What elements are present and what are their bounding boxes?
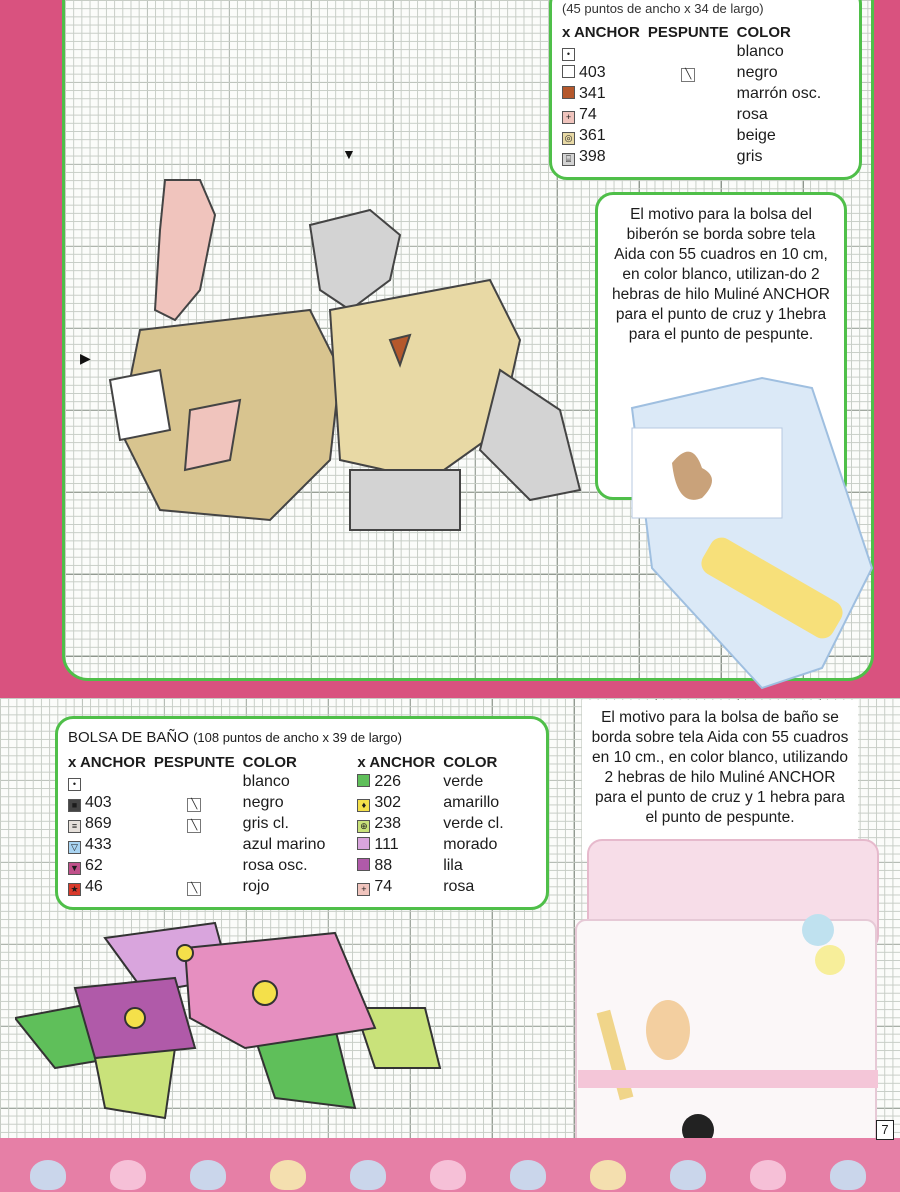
bottom-legend-right: x ANCHOR COLOR 226 verde ♦ 302 amarillo ⊕ 238 verde cl. 111 morado 88 lila + 74 rosa xyxy=(357,754,511,897)
color-name: amarillo xyxy=(443,793,500,811)
col-pespunte: PESPUNTE xyxy=(647,24,729,41)
legend-row xyxy=(562,41,829,62)
color-swatch: ⌸ xyxy=(562,153,575,166)
decorative-flower-icon xyxy=(830,1160,866,1190)
color-name: lila xyxy=(443,856,463,874)
legend-row xyxy=(357,771,511,792)
anchor-number: 88 xyxy=(374,856,393,874)
legend-row xyxy=(562,83,829,104)
legend-row xyxy=(357,876,511,897)
color-swatch: ▽ xyxy=(68,841,81,854)
backstitch-icon: ╲ xyxy=(187,882,201,896)
anchor-number: 869 xyxy=(85,814,112,832)
color-name: beige xyxy=(736,126,776,144)
color-name: verde cl. xyxy=(443,814,504,832)
backstitch-icon: ╲ xyxy=(187,798,201,812)
color-swatch: • xyxy=(562,48,575,61)
col-x: x ANCHOR xyxy=(562,24,640,41)
leaf-bottom-left xyxy=(95,1048,175,1118)
backstitch-icon: ╲ xyxy=(187,819,201,833)
decorative-flower-icon xyxy=(350,1160,386,1190)
anchor-number: 238 xyxy=(374,814,402,832)
color-name: gris cl. xyxy=(242,814,289,832)
anchor-number: 302 xyxy=(374,793,402,811)
bath-bag-photo xyxy=(568,830,894,1170)
anchor-number: 46 xyxy=(85,877,103,895)
color-swatch: ♦ xyxy=(357,799,370,812)
color-swatch: ★ xyxy=(68,883,81,896)
color-swatch: + xyxy=(562,111,575,124)
legend-row xyxy=(357,813,511,834)
anchor-number: 398 xyxy=(579,147,606,165)
bunny-ear-left xyxy=(155,180,215,320)
color-swatch: ≡ xyxy=(68,820,81,833)
decorative-flower-icon xyxy=(510,1160,546,1190)
decorative-flower-icon xyxy=(430,1160,466,1190)
decorative-flower-icon xyxy=(190,1160,226,1190)
flower-center-lilac xyxy=(177,945,193,961)
anchor-number: 403 xyxy=(85,793,112,811)
legend-row xyxy=(357,855,511,876)
color-swatch xyxy=(357,837,370,850)
anchor-number: 74 xyxy=(374,877,393,895)
legend-row xyxy=(562,104,829,125)
bottom-note-text: El motivo para la bolsa de baño se borda sobre tela Aida con 55 cuadros en 10 cm., en color blanco, utilizando 2 hebras de hilo Muliné ANCHOR para el punto de cruz y 1 hebra para el punto de pespunte. xyxy=(591,709,849,826)
color-swatch: ◎ xyxy=(562,132,575,145)
arrow-down-icon: ▼ xyxy=(342,146,356,162)
decorative-flower-icon xyxy=(30,1160,66,1190)
anchor-number: 111 xyxy=(374,835,399,853)
flower-center-pink xyxy=(253,981,277,1005)
color-swatch: ▼ xyxy=(68,862,81,875)
color-name: blanco xyxy=(242,772,290,790)
legend-row xyxy=(562,125,829,146)
bottom-legend-left: x ANCHOR PESPUNTE COLOR • blanco ■ 403 ╲ negro ≡ 869 ╲ gris cl. ▽ 433 azul marino ▼ 62 rosa osc. ★ 46 ╲ rojo xyxy=(68,754,333,897)
color-name: negro xyxy=(242,793,284,811)
legend-row xyxy=(357,834,511,855)
arrow-right-icon: ▶ xyxy=(80,350,91,366)
bunny-foot xyxy=(350,470,460,530)
cotton-pad-icon xyxy=(802,914,834,946)
color-name: rosa xyxy=(443,877,475,895)
anchor-number: 62 xyxy=(85,856,103,874)
top-note-text: El motivo para la bolsa del biberón se borda sobre tela Aida con 55 cuadros en 10 cm, en color blanco, utilizan-do 2 hebras de hilo Muliné ANCHOR para el punto de cruz y 1hebra para el punto de pespunte. xyxy=(612,206,830,343)
anchor-number: 361 xyxy=(579,126,606,144)
legend-row xyxy=(68,771,333,792)
top-legend-table xyxy=(562,24,829,167)
flower-center-purple xyxy=(125,1008,145,1028)
bunny-paw xyxy=(480,370,580,500)
anchor-number: 341 xyxy=(579,84,606,102)
color-swatch xyxy=(562,65,575,78)
decorative-flower-icon xyxy=(590,1160,626,1190)
legend-row xyxy=(562,146,829,167)
legend-row xyxy=(68,792,333,813)
color-name: negro xyxy=(736,63,778,81)
anchor-number: 403 xyxy=(579,63,606,81)
legend-row xyxy=(562,62,829,83)
decorative-flower-icon xyxy=(110,1160,146,1190)
flower-pink xyxy=(185,933,375,1048)
col-color: COLOR xyxy=(736,24,791,41)
decorative-flower-icon xyxy=(670,1160,706,1190)
legend-row xyxy=(357,792,511,813)
color-name: azul marino xyxy=(242,835,326,853)
bunny-tail xyxy=(110,370,170,440)
anchor-number: 74 xyxy=(579,105,597,123)
color-name: rojo xyxy=(242,877,270,895)
bottom-legend xyxy=(55,716,549,910)
anchor-number: 433 xyxy=(85,835,112,853)
decorative-flower-icon xyxy=(750,1160,786,1190)
color-swatch xyxy=(357,858,370,871)
backstitch-icon: ╲ xyxy=(681,68,695,82)
color-swatch xyxy=(357,774,370,787)
color-name: blanco xyxy=(736,42,784,60)
anchor-number: 226 xyxy=(374,772,402,790)
page-number: 7 xyxy=(876,1120,894,1140)
bunny-ear-right xyxy=(310,210,400,310)
legend-row xyxy=(68,813,333,834)
bunny-motif xyxy=(100,170,600,540)
color-name: verde xyxy=(443,772,484,790)
color-name: rosa xyxy=(736,105,768,123)
top-legend xyxy=(549,0,862,180)
legend-dimensions: (45 puntos de ancho x 34 de largo) xyxy=(562,1,764,16)
color-swatch: ■ xyxy=(68,799,81,812)
flower-motif xyxy=(15,918,445,1128)
legend-row xyxy=(68,855,333,876)
color-name: morado xyxy=(443,835,498,853)
decorative-flower-icon xyxy=(270,1160,306,1190)
color-swatch: ⊕ xyxy=(357,820,370,833)
color-swatch: • xyxy=(68,778,81,791)
color-swatch xyxy=(562,86,575,99)
color-name: gris xyxy=(736,147,763,165)
bottle-bag-photo xyxy=(612,368,890,700)
legend-row xyxy=(68,834,333,855)
brush-icon xyxy=(646,1000,690,1060)
bath-bag-title: BOLSA DE BAÑO (108 puntos de ancho x 39 de largo) xyxy=(68,729,402,746)
color-swatch: + xyxy=(357,883,370,896)
color-name: marrón osc. xyxy=(736,84,822,102)
legend-row xyxy=(68,876,333,897)
color-name: rosa osc. xyxy=(242,856,308,874)
